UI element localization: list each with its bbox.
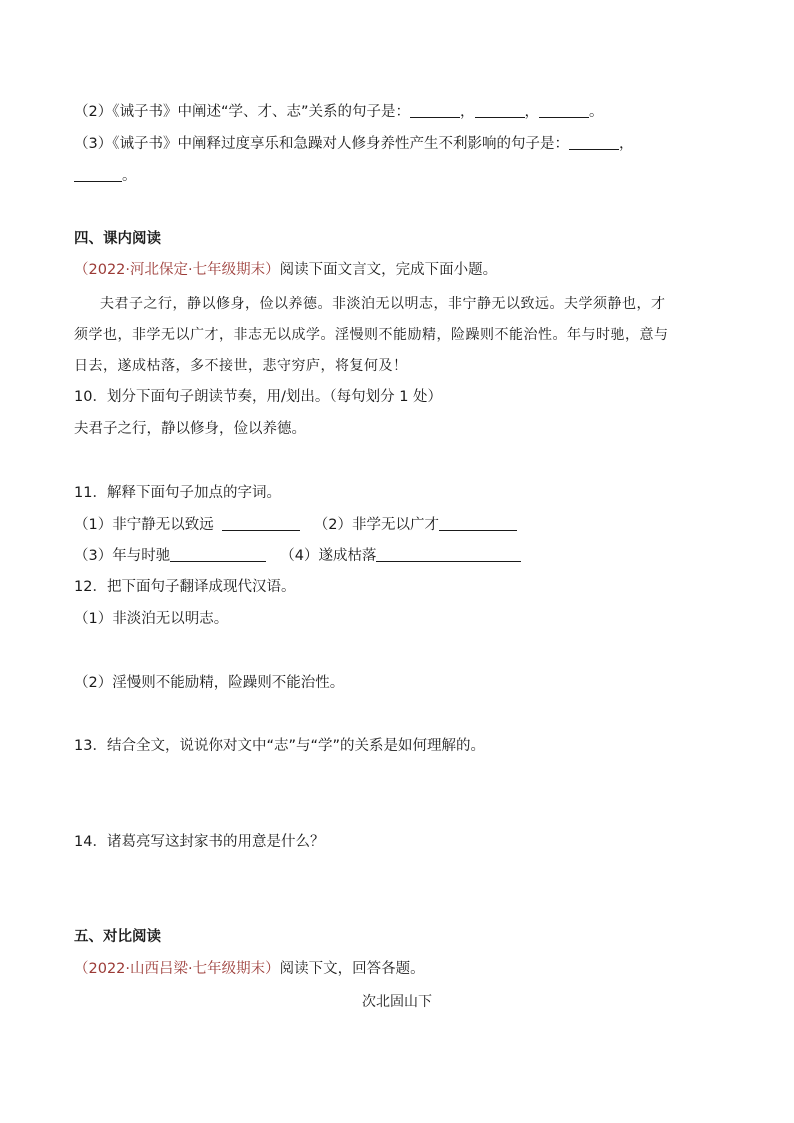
question-14: 14．诸葛亮写这封家书的用意是什么？ <box>74 834 325 850</box>
answer-blank[interactable] <box>170 547 266 562</box>
answer-blank[interactable] <box>539 103 589 118</box>
section-4-prompt <box>74 260 497 280</box>
answer-blank[interactable] <box>376 547 521 562</box>
answer-blank[interactable] <box>569 135 619 150</box>
question-12-item: （1）非淡泊无以明志。 <box>74 611 229 627</box>
separator: ， <box>618 136 634 152</box>
question-end: 。 <box>122 168 137 184</box>
question-11-item: （1）非宁静无以致远 <box>74 517 214 533</box>
section-5-heading: 五、对比阅读 <box>74 929 161 945</box>
question-10-sentence: 夫君子之行，静以修身，俭以养德。 <box>74 421 306 437</box>
answer-blank[interactable] <box>410 103 460 118</box>
source-tag: （2022·山西吕梁·七年级期末） <box>74 961 280 977</box>
passage-line: 夫君子之行，静以修身，俭以养德。非淡泊无以明志，非宁静无以致远。夫学须静也，才 <box>100 296 666 312</box>
question-13: 13．结合全文，说说你对文中“志”与“学”的关系是如何理解的。 <box>74 738 485 754</box>
question-10: 10．划分下面句子朗读节奏，用/划出。（每句划分 1 处） <box>74 389 443 405</box>
answer-blank[interactable] <box>222 516 300 531</box>
section-4-heading: 四、课内阅读 <box>74 231 161 247</box>
question-11-item: （3）年与时驰 <box>74 548 171 564</box>
question-11-item: （4）遂成枯落 <box>280 548 377 564</box>
instruction: 阅读下文，回答各题。 <box>279 961 425 977</box>
answer-blank[interactable] <box>439 516 517 531</box>
question-11-row <box>74 515 517 535</box>
answer-blank[interactable] <box>475 103 525 118</box>
separator: ， <box>460 104 475 120</box>
answer-blank[interactable] <box>74 167 122 182</box>
poem-title: 次北固山下 <box>362 994 432 1010</box>
question-3-continued <box>74 166 137 186</box>
question-2 <box>74 102 604 122</box>
question-11-item: （2）非学无以广才 <box>313 517 439 533</box>
separator: ， <box>524 104 539 120</box>
question-12: 12．把下面句子翻译成现代汉语。 <box>74 579 296 595</box>
passage-line: 须学也，非学无以广才，非志无以成学。淫慢则不能励精，险躁则不能治性。年与时驰，意与 <box>74 327 669 343</box>
question-11: 11．解释下面句子加点的字词。 <box>74 485 281 501</box>
passage-line: 日去，遂成枯落，多不接世，悲守穷庐，将复何及！ <box>74 358 408 374</box>
question-3 <box>74 134 633 154</box>
question-12-item: （2）淫慢则不能励精，险躁则不能治性。 <box>74 675 345 691</box>
question-3-text: （3）《诫子书》中阐释过度享乐和急躁对人修身养性产生不利影响的句子是： <box>74 136 569 152</box>
source-tag: （2022·河北保定·七年级期末） <box>74 262 280 278</box>
question-2-text: （2）《诫子书》中阐述“学、才、志”关系的句子是： <box>74 104 410 120</box>
section-5-prompt <box>74 959 425 979</box>
question-11-row <box>74 546 521 566</box>
question-end: 。 <box>589 104 604 120</box>
instruction: 阅读下面文言文，完成下面小题。 <box>279 262 498 278</box>
